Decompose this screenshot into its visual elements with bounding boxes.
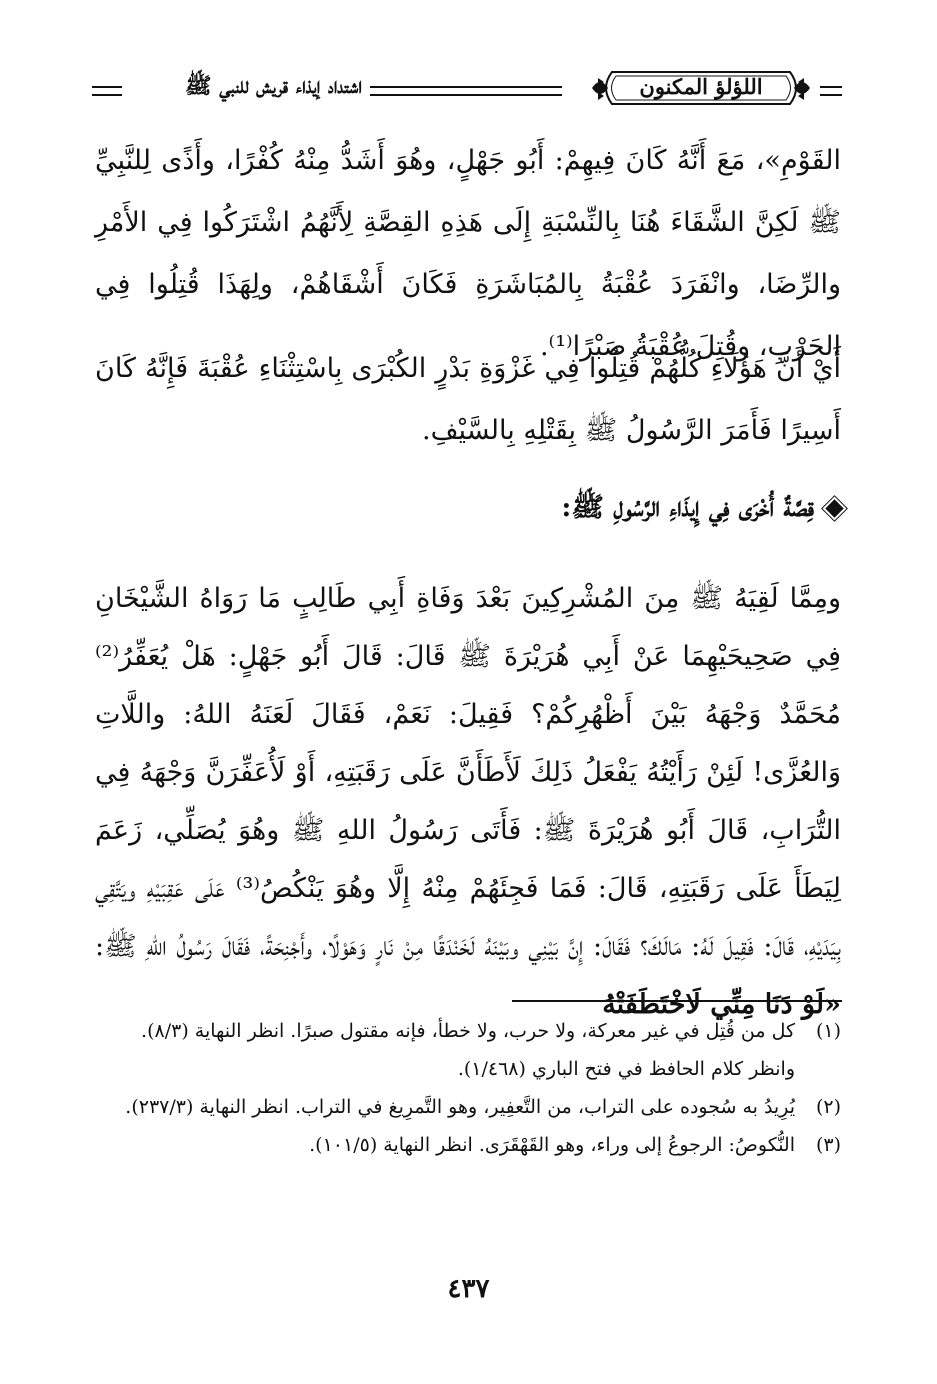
footnote-number: (٢) (815, 1096, 841, 1118)
body-paragraph (95, 570, 841, 1034)
footnote-number: (٣) (815, 1134, 841, 1156)
footnote-text: النُّكوصُ: الرجوعُ إلى وراء، وهو القَهْقَرَى. انظر النهاية (١٠١/٥). (309, 1134, 795, 1156)
footnote-continuation: وانظر كلام الحافظ في فتح الباري (١/٤٦٨). (457, 1058, 795, 1080)
header-rule-right (820, 86, 842, 96)
section-heading-text: قِصَّةٌ أُخْرَى فِي إِيذَاءِ الرَّسُولِ ﷺ: (561, 492, 814, 523)
book-title: اللؤلؤ المكنون (639, 74, 763, 99)
book-title-cartouche (590, 66, 812, 110)
section-heading (95, 490, 841, 530)
chapter-title: اشتداد إيذاء قريش للنبي ﷺ (184, 73, 362, 99)
footnote-text: كل من قُتِل في غير معركة، ولا حرب، ولا خطأ، فإنه مقتول صبرًا. انظر النهاية (٨/٣). (141, 1020, 795, 1042)
body-paragraph: أَيْ أَنَّ هَؤُلَاءِ كُلُّهُمْ قُتِلُوا فِي غَزْوَةِ بَدْرٍ الكُبْرَى بِاسْتِثْنَاءِ عُقْبَةَ فَإِنَّهُ كَانَ أَسِيرًا فَأَمَرَ الرَّسُولُ ﷺ بِقَتْلِهِ بِالسَّيْفِ. (95, 353, 841, 446)
footnote (95, 1088, 841, 1126)
diamond-bullet-icon (825, 499, 843, 517)
footnote (95, 1012, 841, 1050)
paragraph-text: ومِمَّا لَقِيَهُ ﷺ مِنَ المُشْرِكِينَ بَعْدَ وَفَاةِ أَبِي طَالِبٍ مَا رَوَاهُ الشَّيْخَانِ فِي صَحِيحَيْهِمَا عَنْ أَبِي هُرَيْرَةَ ﷺ قَالَ: قَالَ أَبُو جَهْلٍ: هَلْ يُعَفِّرُ⁽²⁾ مُحَمَّدٌ وَجْهَهُ بَيْنَ أَظْهُرِكُمْ؟ فَقِيلَ: نَعَمْ، فَقَالَ لَعَنَهُ اللهُ: واللَّاتِ وَالعُزَّى! لَئِنْ رَأَيْتُهُ يَفْعَلُ ذَلِكَ لَأَطَأَنَّ عَلَى رَقَبَتِهِ، أَوْ لَأُعَفِّرَنَّ وَجْهَهُ فِي التُّرَابِ، قَالَ أَبُو هُرَيْرَةَ ﷺ: فَأَتَى رَسُولُ اللهِ ﷺ وهُوَ يُصَلِّي، زَعَمَ لِيَطَأَ عَلَى رَقَبَتِهِ، قَالَ: فَمَا فَجِئَهُمْ مِنْهُ إِلَّا وهُوَ يَنْكُصُ⁽³⁾ عَلَى عَقِبَيْهِ ويَتَّقِي بِيَدَيْهِ، قَالَ: فَقِيلَ لَهُ: مَالَكَ؟ فَقَالَ: إِنَّ بَيْنِي وبَيْنَهُ لَخَنْدَقًا مِنْ نَارٍ وَهَوْلًا، وأَجْنِحَةً، فَقَالَ رَسُولُ اللهِ ﷺ: (95, 583, 842, 962)
hadith-quote: «لَوْ دَنَا مِنِّي لَاخْتَطَفَتْهُ (602, 989, 841, 1020)
header-rule-middle (370, 86, 562, 96)
running-header (92, 66, 842, 116)
footnote-number: (١) (815, 1020, 841, 1042)
footnote-text: يُرِيدُ به سُجوده على التراب، من التَّعفِير، وهو التَّمرِيغ في التراب. انظر النهاية (٢٣٧/٣). (125, 1096, 795, 1118)
body-paragraph: القَوْمِ»، مَعَ أَنَّهُ كَانَ فِيهِمْ: أَبُو جَهْلٍ، وهُوَ أَشَدُّ مِنْهُ كُفْرًا، وأَذًى لِلنَّبِيِّ ﷺ لَكِنَّ الشَّقَاءَ هُنَا بِالنِّسْبَةِ إِلَى هَذِهِ القِصَّةِ لِأَنَّهُمُ اشْتَرَكُوا فِي الأَمْرِ والرِّضَا، وانْفَرَدَ عُقْبَةُ بِالمُبَاشَرَةِ فَكَانَ أَشْقَاهُمْ، ولِهَذَا قُتِلُوا فِي الحَرْبِ، وقُتِلَ عُقْبَةُ صَبْرًا⁽¹⁾. (95, 145, 841, 362)
page-number: ٤٣٧ (447, 1274, 490, 1304)
footnote (95, 1126, 841, 1164)
footnotes (95, 1012, 841, 1164)
footnote-separator (512, 1000, 842, 1002)
